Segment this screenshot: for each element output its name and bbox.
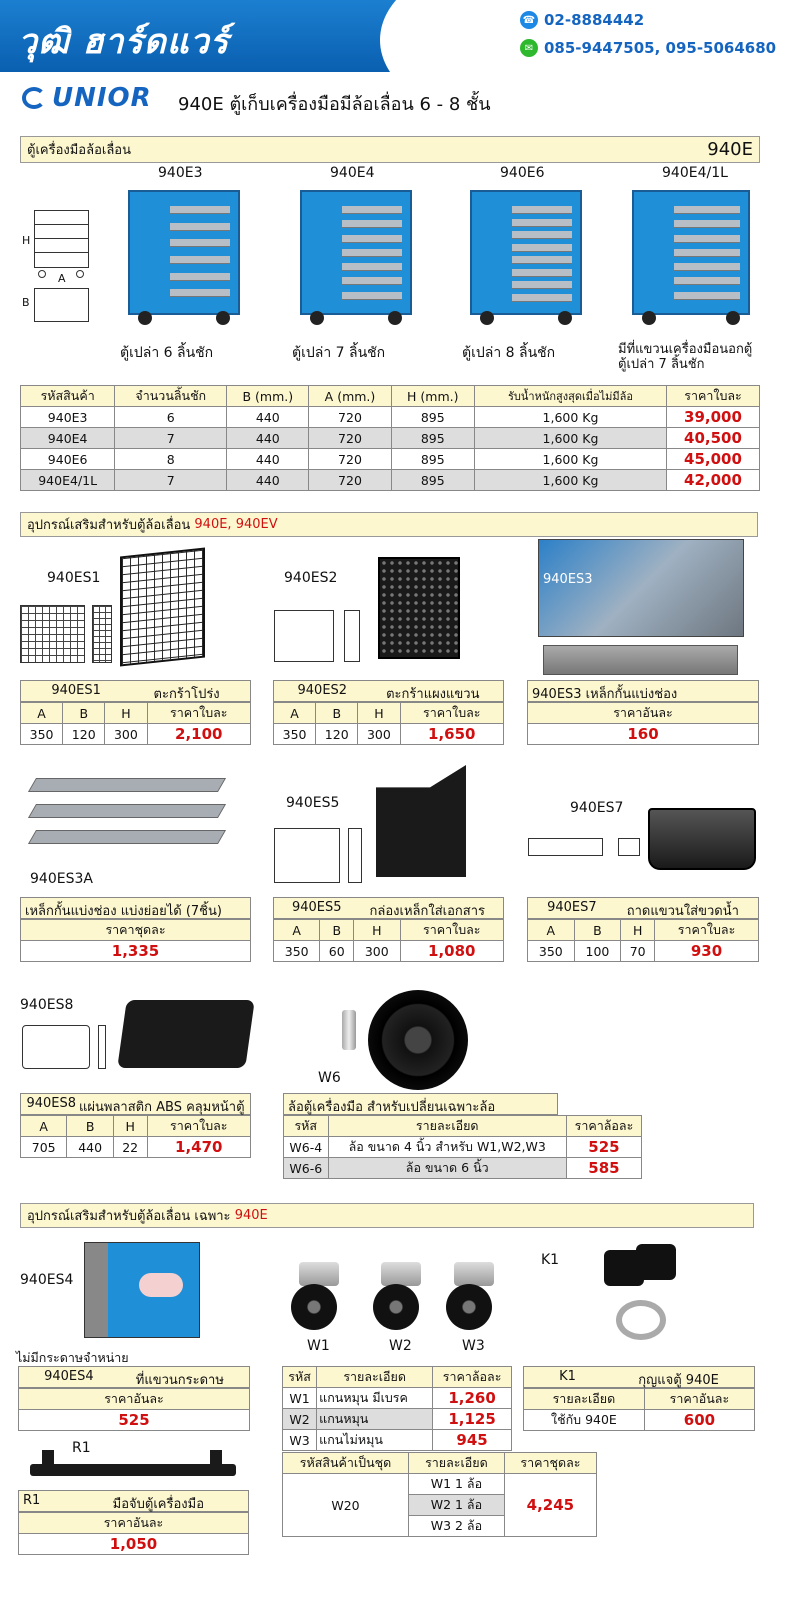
cell: UNIOR bbox=[52, 83, 152, 113]
table-row bbox=[283, 1430, 512, 1451]
w6-wheel-image bbox=[368, 990, 468, 1090]
cabinet-image-3 bbox=[632, 190, 750, 315]
es3-table bbox=[527, 702, 759, 745]
cell: 1,600 Kg bbox=[474, 449, 666, 470]
cell: ราคาใบละ bbox=[400, 703, 504, 724]
product-code-0: 940E3 bbox=[158, 165, 203, 181]
cell: 940ES2 bbox=[297, 683, 348, 698]
cell: ราคาล้อละ bbox=[433, 1367, 512, 1388]
cell: 1,125 bbox=[433, 1409, 512, 1430]
cell: ล้อ ขนาด 6 นิ้ว bbox=[328, 1158, 566, 1179]
cell: มีที่แขวนเครื่องมือนอกตู้ bbox=[618, 342, 753, 357]
es8-code: 940ES8 bbox=[20, 997, 74, 1013]
table-row bbox=[21, 428, 760, 449]
cell: 70 bbox=[621, 941, 655, 962]
cell: 895 bbox=[391, 428, 474, 449]
cell: 940ES5 bbox=[291, 900, 342, 915]
cell: B bbox=[63, 703, 105, 724]
es4-paper-holder-image bbox=[84, 1242, 200, 1338]
cell: 945 bbox=[433, 1430, 512, 1451]
cell: ถาดแขวนใส่ขวดน้ำ bbox=[626, 904, 739, 919]
cell: A bbox=[21, 1116, 67, 1137]
table-row bbox=[21, 449, 760, 470]
phone-icon: ☎ bbox=[520, 11, 538, 29]
cell: ตู้เครื่องมือล้อเลื่อน bbox=[27, 143, 131, 158]
cell: รหัส bbox=[283, 1367, 317, 1388]
cell: ราคาชุดละ bbox=[504, 1453, 596, 1474]
cell: B bbox=[320, 920, 354, 941]
k1-table bbox=[523, 1388, 755, 1431]
table-row bbox=[21, 470, 760, 491]
cell: R1 bbox=[23, 1493, 41, 1508]
cell: 440 bbox=[67, 1137, 113, 1158]
cell: K1 bbox=[559, 1369, 576, 1384]
w6-table bbox=[283, 1115, 642, 1179]
es4-table bbox=[18, 1388, 250, 1431]
cell: A bbox=[58, 272, 66, 285]
cell: 940E, 940EV bbox=[194, 517, 278, 532]
table-row bbox=[284, 1137, 642, 1158]
cell: 120 bbox=[316, 724, 358, 745]
section1-header bbox=[20, 136, 760, 163]
cell: ราคาอันละ bbox=[644, 1389, 754, 1410]
r1-title-row bbox=[18, 1490, 249, 1512]
cell: W2 1 ล้อ bbox=[409, 1495, 505, 1516]
es3a-code: 940ES3A bbox=[30, 871, 93, 887]
table-header: รหัสสินค้า bbox=[21, 386, 115, 407]
product-caption-1 bbox=[292, 342, 385, 364]
product-caption-3 bbox=[618, 342, 752, 372]
es4-code: 940ES4 bbox=[20, 1272, 74, 1288]
cell: 940E bbox=[707, 139, 753, 160]
es3a-table bbox=[20, 919, 251, 962]
cell: 525 bbox=[19, 1410, 250, 1431]
cell: ล้อ ขนาด 4 นิ้ว สำหรับ W1,W2,W3 bbox=[328, 1137, 566, 1158]
cell: รหัส bbox=[284, 1116, 329, 1137]
cell: แกนไม่หมุน bbox=[317, 1430, 433, 1451]
w6-code: W6 bbox=[318, 1070, 341, 1086]
cell: ราคาอันละ bbox=[528, 703, 759, 724]
es7-front-diagram bbox=[528, 838, 603, 856]
cell: W20 bbox=[283, 1474, 409, 1537]
es5-spec bbox=[273, 897, 504, 962]
table-header: A (mm.) bbox=[309, 386, 391, 407]
cell: ที่แขวนกระดาษ bbox=[135, 1373, 224, 1388]
w-table bbox=[282, 1366, 512, 1451]
cell: B bbox=[67, 1116, 113, 1137]
cell: ตู้เปล่า 8 ลิ้นชัก bbox=[462, 345, 556, 361]
cell: 940E3 bbox=[21, 407, 115, 428]
cell: 350 bbox=[21, 724, 63, 745]
product-caption-2 bbox=[462, 342, 555, 364]
cell: B bbox=[574, 920, 621, 941]
product-code-2: 940E6 bbox=[500, 165, 545, 181]
cell: อุปกรณ์เสริมสำหรับตู้ล้อเลื่อน เฉพาะ bbox=[27, 1209, 231, 1224]
cabinet-dimension-diagram bbox=[20, 210, 95, 325]
es7-side-diagram bbox=[618, 838, 640, 856]
es1-side-diagram bbox=[92, 605, 112, 663]
cell: กุญแจตู้ 940E bbox=[638, 1373, 719, 1388]
cell: W1 1 ล้อ bbox=[409, 1474, 505, 1495]
es3-divider-image bbox=[543, 645, 738, 675]
cell: 160 bbox=[528, 724, 759, 745]
unior-logo-icon bbox=[22, 87, 46, 109]
cell: 1,600 Kg bbox=[474, 470, 666, 491]
cell: B bbox=[22, 296, 30, 309]
cell: อุปกรณ์เสริมสำหรับตู้ล้อเลื่อน bbox=[27, 518, 191, 533]
cell: ใช้กับ 940E bbox=[524, 1410, 645, 1431]
cabinet-image-0 bbox=[128, 190, 240, 315]
phone-1[interactable]: 02-8884442 bbox=[544, 11, 645, 29]
cell: H bbox=[113, 1116, 147, 1137]
es5-front-diagram bbox=[274, 828, 340, 883]
cell: ตู้เปล่า 7 ลิ้นชัก bbox=[618, 357, 705, 372]
w6-title: ล้อตู้เครื่องมือ สำหรับเปลี่ยนเฉพาะล้อ bbox=[283, 1093, 558, 1115]
table-row bbox=[284, 1158, 642, 1179]
cell: 42,000 bbox=[667, 470, 760, 491]
product-caption-0 bbox=[120, 342, 213, 364]
cell: รายละเอียด bbox=[317, 1367, 433, 1388]
cell: 1,600 Kg bbox=[474, 428, 666, 449]
cell: 350 bbox=[274, 724, 316, 745]
es2-side-diagram bbox=[344, 610, 360, 662]
es4-note: ไม่มีกระดาษจำหน่าย bbox=[16, 1350, 129, 1365]
cell: 350 bbox=[274, 941, 320, 962]
es1-code: 940ES1 bbox=[47, 570, 101, 586]
cell: 1,470 bbox=[147, 1137, 251, 1158]
cell: 7 bbox=[115, 470, 227, 491]
cell: H bbox=[105, 703, 147, 724]
cell: A bbox=[21, 703, 63, 724]
cell: 300 bbox=[358, 724, 400, 745]
table-header: รับน้ำหนักสูงสุดเมื่อไม่มีล้อ bbox=[474, 386, 666, 407]
cell: 2,100 bbox=[147, 724, 251, 745]
cell: 940E4/1L bbox=[21, 470, 115, 491]
cell: H bbox=[22, 234, 31, 247]
cell: 440 bbox=[227, 407, 309, 428]
w6-axle-image bbox=[342, 1010, 356, 1050]
es1-front-diagram bbox=[20, 605, 85, 663]
cabinet-image-2 bbox=[470, 190, 582, 315]
cell: 1,260 bbox=[433, 1388, 512, 1409]
es5-document-box-image bbox=[376, 765, 466, 877]
cell: 940E6 bbox=[21, 449, 115, 470]
cell: ตะกร้าแผงแขวน bbox=[386, 687, 480, 702]
cell: 895 bbox=[391, 407, 474, 428]
cell: 585 bbox=[566, 1158, 641, 1179]
cell: 525 bbox=[566, 1137, 641, 1158]
es7-code: 940ES7 bbox=[570, 800, 624, 816]
cell: ราคาล้อละ bbox=[566, 1116, 641, 1137]
es2-spec bbox=[273, 680, 504, 745]
cell: 440 bbox=[227, 428, 309, 449]
table-header: H (mm.) bbox=[391, 386, 474, 407]
cell: 940ES7 bbox=[547, 900, 597, 915]
cell: แกนหมุน bbox=[317, 1409, 433, 1430]
cell: 940ES4 bbox=[44, 1369, 94, 1384]
es1-spec bbox=[20, 680, 251, 745]
cell: มือจับตู้เครื่องมือ bbox=[112, 1497, 204, 1512]
table-row bbox=[283, 1388, 512, 1409]
table-header: จำนวนลิ้นชัก bbox=[115, 386, 227, 407]
es5-code: 940ES5 bbox=[286, 795, 340, 811]
cell: 1,080 bbox=[400, 941, 504, 962]
k1-title-row bbox=[523, 1366, 755, 1388]
line-icon: ✉ bbox=[520, 39, 538, 57]
cell: W3 2 ล้อ bbox=[409, 1516, 505, 1537]
cell: 1,050 bbox=[19, 1534, 249, 1555]
cell: 7 bbox=[115, 428, 227, 449]
cell: 300 bbox=[105, 724, 147, 745]
cell: รายละเอียด bbox=[328, 1116, 566, 1137]
cell: 895 bbox=[391, 470, 474, 491]
cabinet-price-table bbox=[20, 385, 760, 491]
cell: 720 bbox=[309, 470, 391, 491]
es3-drawer-image bbox=[538, 539, 744, 637]
table-header: B (mm.) bbox=[227, 386, 309, 407]
cell: 350 bbox=[528, 941, 575, 962]
cell: ราคาใบละ bbox=[655, 920, 759, 941]
product-code-3: 940E4/1L bbox=[662, 165, 728, 181]
cell: ราคาชุดละ bbox=[21, 920, 251, 941]
cell: 100 bbox=[574, 941, 621, 962]
cell: 895 bbox=[391, 449, 474, 470]
phone-2[interactable]: 085-9447505, 095-5064680 bbox=[544, 39, 777, 57]
cell: ราคาใบละ bbox=[400, 920, 504, 941]
phone-row bbox=[520, 11, 644, 29]
caster-label: W3 bbox=[462, 1338, 485, 1354]
table-row bbox=[283, 1409, 512, 1430]
es1-mesh-basket-image bbox=[120, 548, 205, 667]
caster-label: W2 bbox=[389, 1338, 412, 1354]
cell: รหัสสินค้าเป็นชุด bbox=[283, 1453, 409, 1474]
es5-side-diagram bbox=[348, 828, 362, 883]
cell: กล่องเหล็กใส่เอกสาร bbox=[369, 904, 485, 919]
cell: W6-6 bbox=[284, 1158, 329, 1179]
es3a-divider-grid-image bbox=[22, 770, 232, 870]
caster-image-1 bbox=[367, 1262, 433, 1332]
cell: แกนหมุน มีเบรค bbox=[317, 1388, 433, 1409]
cell: 600 bbox=[644, 1410, 754, 1431]
cell: 720 bbox=[309, 449, 391, 470]
cell: A bbox=[274, 703, 316, 724]
r1-code: R1 bbox=[72, 1440, 91, 1456]
cell: 39,000 bbox=[667, 407, 760, 428]
cell: 705 bbox=[21, 1137, 67, 1158]
cell: รายละเอียด bbox=[524, 1389, 645, 1410]
cell: ตะกร้าโปร่ง bbox=[153, 687, 220, 702]
cell: ราคาอันละ bbox=[19, 1389, 250, 1410]
es3a-title: เหล็กกั้นแบ่งช่อง แบ่งย่อยได้ (7ชิ้น) bbox=[20, 897, 251, 919]
cell: 440 bbox=[227, 470, 309, 491]
cell: 720 bbox=[309, 428, 391, 449]
product-code-1: 940E4 bbox=[330, 165, 375, 181]
es2-front-diagram bbox=[274, 610, 334, 662]
table-header: ราคาใบละ bbox=[667, 386, 760, 407]
cell: 940ES1 bbox=[51, 683, 101, 698]
cell: 940E bbox=[234, 1208, 268, 1223]
line-row bbox=[520, 39, 776, 57]
es8-top-diagram bbox=[22, 1025, 90, 1069]
page-title: 940E ตู้เก็บเครื่องมือมีล้อเลื่อน 6 - 8 ชั้น bbox=[178, 94, 491, 115]
cell: W6-4 bbox=[284, 1137, 329, 1158]
cell: 940ES3 bbox=[543, 572, 593, 587]
cell: W2 bbox=[283, 1409, 317, 1430]
cell: B bbox=[316, 703, 358, 724]
cell: 120 bbox=[63, 724, 105, 745]
cell: 1,335 bbox=[21, 941, 251, 962]
es2-panel-basket-image bbox=[378, 557, 460, 659]
cell: 940E4 bbox=[21, 428, 115, 449]
cell: A bbox=[274, 920, 320, 941]
cell: รายละเอียด bbox=[409, 1453, 505, 1474]
cell: 940ES8 bbox=[26, 1096, 77, 1111]
cell: ตู้เปล่า 7 ลิ้นชัก bbox=[292, 345, 386, 361]
cell: 720 bbox=[309, 407, 391, 428]
es8-spec bbox=[20, 1093, 251, 1158]
cell: ราคาอันละ bbox=[19, 1513, 249, 1534]
caster-label: W1 bbox=[307, 1338, 330, 1354]
section3-header bbox=[20, 1203, 754, 1228]
cell: H bbox=[621, 920, 655, 941]
es3-title: 940ES3 เหล็กกั้นแบ่งช่อง bbox=[527, 680, 759, 702]
cell: 40,500 bbox=[667, 428, 760, 449]
es4-title-row bbox=[18, 1366, 250, 1388]
cell: A bbox=[528, 920, 575, 941]
cell: 22 bbox=[113, 1137, 147, 1158]
k1-lock-image bbox=[596, 1242, 696, 1347]
cell: 300 bbox=[354, 941, 400, 962]
cell: 4,245 bbox=[504, 1474, 596, 1537]
cell: 1,600 Kg bbox=[474, 407, 666, 428]
es7-spec bbox=[527, 897, 759, 962]
table-row bbox=[21, 407, 760, 428]
r1-handle-image bbox=[30, 1456, 236, 1480]
section2-header bbox=[20, 512, 758, 537]
cell: แผ่นพลาสติก ABS คลุมหน้าตู้ bbox=[79, 1100, 245, 1115]
caster-image-0 bbox=[285, 1262, 351, 1332]
cell: H bbox=[354, 920, 400, 941]
r1-table bbox=[18, 1512, 249, 1555]
cabinet-image-1 bbox=[300, 190, 412, 315]
cell: W3 bbox=[283, 1430, 317, 1451]
es8-side-diagram bbox=[98, 1025, 106, 1069]
cell: 45,000 bbox=[667, 449, 760, 470]
cell: 1,650 bbox=[400, 724, 504, 745]
cell: 440 bbox=[227, 449, 309, 470]
cell: 6 bbox=[115, 407, 227, 428]
cell: 8 bbox=[115, 449, 227, 470]
cell: W1 bbox=[283, 1388, 317, 1409]
cell: ราคาใบละ bbox=[147, 1116, 251, 1137]
k1-code: K1 bbox=[541, 1252, 560, 1268]
unior-logo bbox=[22, 83, 152, 113]
brand-name: วุฒิ ฮาร์ดแวร์ bbox=[18, 22, 230, 62]
es7-bottle-tray-image bbox=[648, 808, 756, 870]
cell: ตู้เปล่า 6 ลิ้นชัก bbox=[120, 345, 214, 361]
caster-image-2 bbox=[440, 1262, 506, 1332]
es8-abs-plate-image bbox=[117, 1000, 255, 1068]
es2-code: 940ES2 bbox=[284, 570, 338, 586]
cell: 60 bbox=[320, 941, 354, 962]
w20-table bbox=[282, 1452, 597, 1537]
cell: H bbox=[358, 703, 400, 724]
cell: ราคาใบละ bbox=[147, 703, 251, 724]
cell: 930 bbox=[655, 941, 759, 962]
